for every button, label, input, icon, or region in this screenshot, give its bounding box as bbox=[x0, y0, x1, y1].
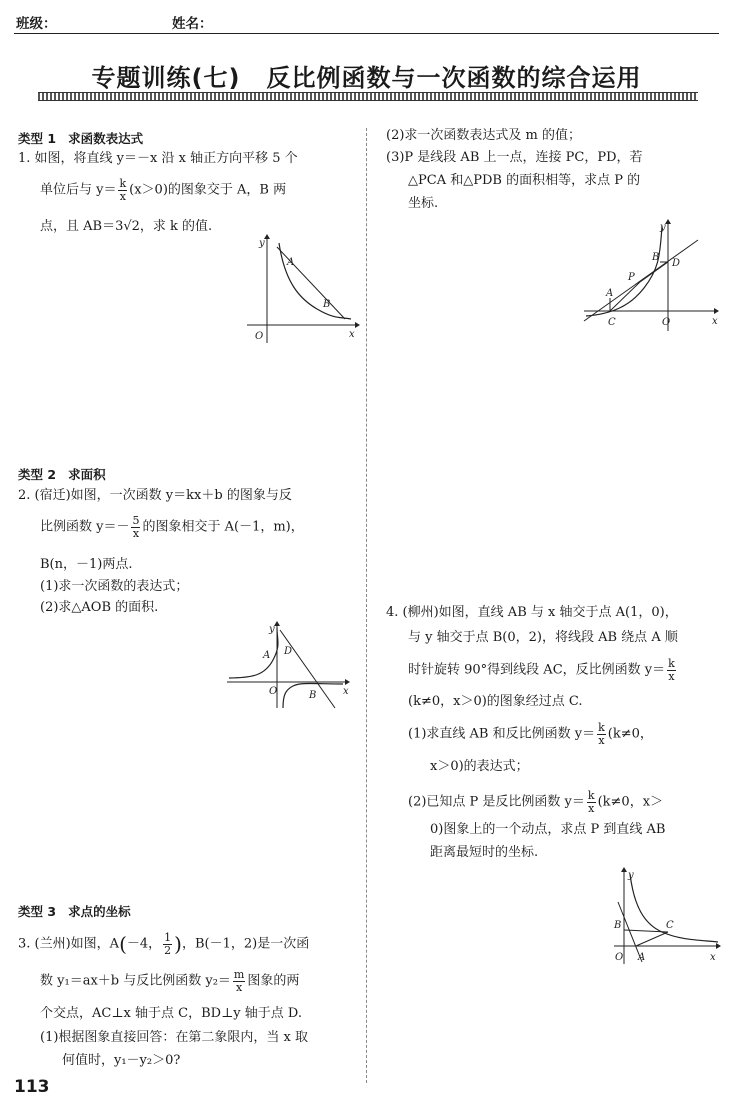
fraction: $\frac{1}{2}$ bbox=[164, 931, 172, 957]
q4-sub2d: 距离最短时的坐标. bbox=[430, 845, 539, 860]
q4-sub2c: 0)图象上的一个动点，求点 P 到直线 AB bbox=[430, 822, 666, 837]
q4-fig-y: y bbox=[628, 870, 634, 881]
fraction: $\frac{m}{x}$ bbox=[233, 968, 245, 994]
q4-fig-c: C bbox=[666, 920, 674, 931]
fraction: $\frac{5}{x}$ bbox=[132, 514, 140, 540]
q3-sub3a: (3)P 是线段 AB 上一点，连接 PC，PD，若 bbox=[386, 150, 643, 165]
q1-fig-x: x bbox=[349, 329, 355, 340]
q1-line3: 点，且 AB＝3√2，求 k 的值. bbox=[40, 219, 213, 234]
q3-fig-d: D bbox=[672, 258, 681, 269]
q2-line3: B(n，－1)两点. bbox=[40, 557, 133, 572]
q1-figure bbox=[245, 233, 360, 345]
q4-line1: 4. (柳州)如图，直线 AB 与 x 轴交于点 A(1，0)， bbox=[386, 605, 678, 620]
q3-fig-a: A bbox=[606, 288, 614, 299]
q3-sub1b: 何值时，y₁－y₂＞0? bbox=[62, 1053, 181, 1068]
q4-line4: (k≠0，x＞0)的图象经过点 C. bbox=[408, 694, 583, 709]
q1-fig-a: A bbox=[287, 257, 295, 268]
q4-fig-x: x bbox=[710, 952, 716, 963]
q4-fig-o: O bbox=[615, 952, 624, 963]
q3-sub2: (2)求一次函数表达式及 m 的值； bbox=[386, 128, 582, 143]
section-heading-3: 类型 3 求点的坐标 bbox=[18, 904, 131, 919]
column-divider bbox=[366, 128, 367, 1083]
section-heading-1: 类型 1 求函数表达式 bbox=[18, 131, 144, 146]
q4-sub1: (1)求直线 AB 和反比例函数 y＝ $\frac{k}{x}$ (k≠0， bbox=[408, 721, 653, 747]
q2-fig-y: y bbox=[269, 624, 275, 635]
q3-sub1a: (1)根据图象直接回答：在第二象限内，当 x 取 bbox=[40, 1030, 309, 1045]
q4-line3: 时针旋转 90°得到线段 AC，反比例函数 y＝ $\frac{k}{x}$ bbox=[408, 657, 675, 683]
q4-fig-b: B bbox=[614, 920, 622, 931]
title-underline bbox=[38, 92, 698, 101]
q3-fig-o: O bbox=[662, 317, 671, 328]
q3-sub3c: 坐标. bbox=[408, 196, 439, 211]
q3-fig-b: B bbox=[652, 252, 660, 263]
q2-sub1: (1)求一次函数的表达式； bbox=[40, 579, 189, 594]
title-part1: 专题训练(七) bbox=[91, 64, 241, 92]
q3-line1: 3. (兰州)如图，A(－4， $\frac{1}{2}$ )，B(－1，2)是一次函 bbox=[18, 931, 310, 957]
q1-fig-o: O bbox=[255, 331, 264, 342]
q4-figure bbox=[610, 866, 725, 968]
fraction: $\frac{k}{x}$ bbox=[119, 177, 127, 203]
page-number: 113 bbox=[14, 1077, 50, 1097]
q3-fig-c: C bbox=[608, 317, 616, 328]
q2-fig-a: A bbox=[263, 650, 271, 661]
q3-fig-p: P bbox=[628, 272, 635, 283]
class-label: 班级： bbox=[16, 16, 57, 32]
q3-line3: 个交点，AC⊥x 轴于点 C，BD⊥y 轴于点 D. bbox=[40, 1006, 303, 1021]
q1-line1: 1. 如图，将直线 y＝－x 沿 x 轴正方向平移 5 个 bbox=[18, 151, 298, 166]
q3-fig-y: y bbox=[660, 222, 666, 233]
name-label: 姓名： bbox=[172, 16, 213, 32]
q4-fig-a: A bbox=[638, 952, 646, 963]
fraction: $\frac{k}{x}$ bbox=[668, 657, 675, 683]
fraction: $\frac{k}{x}$ bbox=[587, 789, 595, 815]
q2-line1: 2. (宿迁)如图，一次函数 y＝kx＋b 的图象与反 bbox=[18, 488, 292, 503]
q1-fig-b: B bbox=[323, 299, 331, 310]
page-title bbox=[0, 58, 733, 93]
q2-line2: 比例函数 y＝－ $\frac{5}{x}$ 的图象相交于 A(－1，m)， bbox=[40, 514, 304, 540]
q4-sub1c: x＞0)的表达式； bbox=[430, 759, 529, 774]
q4-sub2: (2)已知点 P 是反比例函数 y＝ $\frac{k}{x}$ (k≠0，x＞ bbox=[408, 789, 664, 815]
q2-fig-x: x bbox=[343, 686, 349, 697]
q2-figure bbox=[225, 620, 355, 712]
q1-line2: 单位后与 y＝ $\frac{k}{x}$ (x＞0)的图象交于 A，B 两 bbox=[40, 177, 287, 203]
q2-sub2: (2)求△AOB 的面积. bbox=[40, 600, 159, 615]
section-heading-2: 类型 2 求面积 bbox=[18, 467, 106, 482]
title-part2: 反比例函数与一次函数的综合运用 bbox=[266, 64, 642, 92]
q2-fig-o: O bbox=[269, 686, 278, 697]
q3-figure bbox=[582, 218, 724, 333]
fraction: $\frac{k}{x}$ bbox=[598, 721, 605, 747]
q2-fig-b: B bbox=[309, 690, 317, 701]
q3-fig-x: x bbox=[712, 316, 718, 327]
q3-line2: 数 y₁＝ax＋b 与反比例函数 y₂＝ $\frac{m}{x}$ 图象的两 bbox=[40, 968, 300, 994]
q1-fig-y: y bbox=[259, 238, 265, 249]
header-rule bbox=[14, 33, 719, 34]
q2-fig-d: D bbox=[284, 646, 293, 657]
q3-sub3b: △PCA 和△PDB 的面积相等，求点 P 的 bbox=[408, 173, 641, 188]
q4-line2: 与 y 轴交于点 B(0，2)，将线段 AB 绕点 A 顺 bbox=[408, 630, 678, 645]
